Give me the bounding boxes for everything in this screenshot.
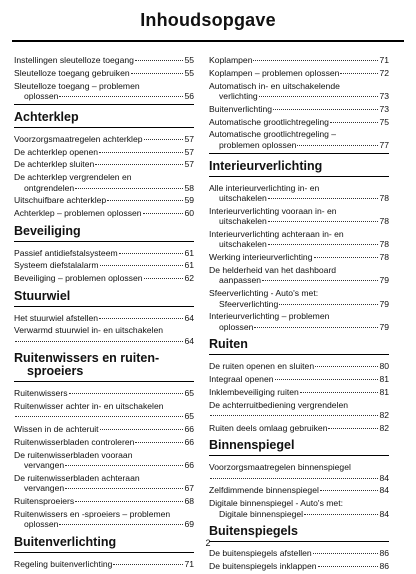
toc-entry-text: Interieurverlichting achteraan in- en <box>209 229 344 239</box>
toc-page-number: 57 <box>184 159 194 170</box>
toc-leader-dots <box>253 60 378 61</box>
toc-entry-text-continued: aanpassen <box>219 275 262 286</box>
toc-entry-text-continued: ontgrendelen <box>24 182 75 193</box>
section-title-text: Achterklep <box>14 109 79 124</box>
toc-entry-text-continued: uitschakelen <box>219 239 267 250</box>
section-title-text: Interieurverlichting <box>209 158 323 173</box>
toc-page-number: 86 <box>379 548 389 559</box>
toc-entry-line <box>14 313 194 323</box>
toc-leader-dots <box>210 478 378 479</box>
toc-entry-line-continued <box>14 483 194 493</box>
toc-page-number: 60 <box>184 208 194 219</box>
toc-page-number: 66 <box>184 424 194 435</box>
toc-entry[interactable] <box>14 437 194 447</box>
toc-entry-text: Wissen in de achteruit <box>14 424 99 435</box>
section-rule <box>209 455 389 456</box>
toc-page-number: 67 <box>184 483 194 494</box>
toc-entry-text: Het stuurwiel afstellen <box>14 312 99 323</box>
toc-entry-line-continued <box>209 140 389 150</box>
toc-entry[interactable] <box>209 68 389 78</box>
toc-leader-dots <box>100 265 184 266</box>
toc-entry-line <box>14 496 194 506</box>
toc-entry[interactable] <box>209 387 389 397</box>
toc-page-number: 82 <box>379 422 389 433</box>
toc-entry-text: Interieurverlichting vooraan in- en <box>209 205 337 216</box>
toc-entry-line <box>14 134 194 144</box>
toc-entry-text-continued: oplossen <box>24 519 59 530</box>
section-rule <box>14 552 194 553</box>
toc-entry-text: Voorzorgsmaatregelen binnenspiegel <box>209 462 351 473</box>
section-rule <box>209 354 389 355</box>
toc-leader-dots <box>144 278 184 279</box>
toc-entry-text: Beveiliging – problemen oplossen <box>14 273 143 284</box>
toc-entry-text: Buitenverlichting <box>209 103 273 114</box>
toc-entry[interactable] <box>209 548 389 558</box>
toc-entry-line <box>14 424 194 434</box>
toc-entry-text: Sleutelloze toegang – problemen <box>14 80 140 91</box>
toc-entry-text: De achterklep vergrendelen en <box>14 172 132 183</box>
toc-page-number: 65 <box>184 388 194 399</box>
toc-leader-dots <box>65 465 183 466</box>
toc-entry-text: De buitenspiegels afstellen <box>209 548 312 559</box>
toc-page-number: 79 <box>379 321 389 332</box>
toc-entry[interactable] <box>209 129 389 150</box>
toc-entry-line <box>209 229 389 239</box>
toc-entry-line-continued <box>209 322 389 332</box>
toc-entry-line <box>209 400 389 410</box>
toc-entry-text: De helderheid van het dashboard <box>209 265 337 275</box>
toc-page-number: 59 <box>184 195 194 206</box>
section-title-text: Binnenspiegel <box>209 438 295 453</box>
toc-entry-line-continued <box>14 183 194 193</box>
toc-entry-text: Regeling buitenverlichting <box>14 558 113 569</box>
toc-leader-dots <box>268 221 379 222</box>
toc-entry-text: Ruiten deels omlaag gebruiken <box>209 422 328 433</box>
toc-entry-line <box>209 361 389 371</box>
toc-page-number: 82 <box>379 410 389 421</box>
toc-entry-line <box>209 206 389 216</box>
toc-leader-dots <box>254 327 378 328</box>
toc-entry-line <box>209 104 389 114</box>
toc-page-number: 79 <box>379 298 389 309</box>
toc-entry-text: Achterklep – problemen oplossen <box>14 208 142 219</box>
toc-leader-dots <box>135 442 183 443</box>
toc-entry-line <box>14 55 194 65</box>
toc-entry-line-continued <box>209 509 389 519</box>
toc-leader-dots <box>340 73 378 74</box>
toc-entry-line <box>209 485 389 495</box>
toc-entry-text-continued: problemen oplossen <box>219 139 297 150</box>
toc-leader-dots <box>65 488 183 489</box>
toc-entry-text: Zelfdimmende binnenspiegel <box>209 485 319 496</box>
toc-page-number: 84 <box>379 508 389 519</box>
toc-page-number: 56 <box>184 91 194 101</box>
toc-entry-line-continued <box>14 460 194 470</box>
toc-leader-dots <box>315 366 378 367</box>
section-title-achterklep <box>14 111 194 124</box>
toc-leader-dots <box>318 566 379 567</box>
toc-entry[interactable] <box>209 462 389 483</box>
toc-entry[interactable] <box>14 388 194 398</box>
toc-entry-text-continued: uitschakelen <box>219 216 267 227</box>
toc-leader-dots <box>135 60 184 61</box>
toc-entry-text: Automatische grootlichtregeling <box>209 116 329 127</box>
toc-page-number: 75 <box>379 116 389 127</box>
toc-entry-text-continued: oplossen <box>24 91 59 101</box>
toc-entry[interactable] <box>209 265 389 286</box>
toc-page-number: 64 <box>184 335 194 346</box>
toc-entry[interactable] <box>14 208 194 218</box>
toc-leader-dots <box>100 429 184 430</box>
toc-entry-line-continued <box>209 275 389 285</box>
toc-entry[interactable] <box>209 561 389 571</box>
toc-entry[interactable] <box>209 229 389 250</box>
toc-entry-line-continued <box>209 473 389 483</box>
toc-leader-dots <box>300 392 379 393</box>
toc-entry[interactable] <box>14 260 194 270</box>
toc-page-number: 57 <box>184 133 194 144</box>
toc-entry[interactable] <box>209 252 389 262</box>
toc-entry-text: De ruiten openen en sluiten <box>209 361 315 372</box>
section-rule <box>14 104 194 105</box>
toc-entry-text: De achterruitbediening vergrendelen <box>209 399 349 410</box>
toc-page-number: 64 <box>184 312 194 323</box>
toc-entry-line <box>14 172 194 182</box>
toc-leader-dots <box>107 200 183 201</box>
toc-entry[interactable] <box>14 248 194 258</box>
toc-entry-line <box>14 195 194 205</box>
toc-leader-dots <box>119 253 184 254</box>
toc-entry-line-continued <box>209 410 389 420</box>
section-title-text: Ruiten <box>209 337 248 352</box>
toc-entry-text: Ruitenwissers <box>14 388 68 399</box>
toc-page-number: 78 <box>379 252 389 263</box>
toc-page-number: 69 <box>184 519 194 530</box>
toc-page-number: 81 <box>379 374 389 385</box>
toc-entry-line <box>14 159 194 169</box>
toc-leader-dots <box>313 553 379 554</box>
toc-entry-line-continued <box>209 216 389 226</box>
toc-page-number: 68 <box>184 496 194 507</box>
toc-entry-line <box>209 374 389 384</box>
toc-leader-dots <box>15 416 183 417</box>
toc-page-number: 55 <box>184 55 194 65</box>
toc-leader-dots <box>268 198 379 199</box>
toc-entry-text: Systeem diefstalalarm <box>14 260 99 271</box>
toc-entry-text: Instellingen sleutelloze toegang <box>14 55 134 65</box>
toc-entry-line-continued <box>14 336 194 346</box>
toc-entry-text-continued: Digitale binnenspiegel <box>219 508 304 519</box>
toc-entry-line <box>209 387 389 397</box>
toc-entry-text: Ruitenwissers en -sproeiers – problemen <box>14 509 171 519</box>
toc-entry-line <box>14 388 194 398</box>
toc-entry-text-continued: verlichting <box>219 91 258 101</box>
section-title-text: Buitenspiegels <box>209 524 298 539</box>
toc-page-number: 79 <box>379 275 389 286</box>
toc-entry[interactable] <box>209 361 389 371</box>
toc-page-number: 57 <box>184 146 194 157</box>
toc-page-number: 78 <box>379 193 389 203</box>
toc-leader-dots <box>75 501 183 502</box>
toc-leader-dots <box>75 188 183 189</box>
toc-entry-line <box>14 325 194 335</box>
toc-leader-dots <box>69 393 184 394</box>
toc-entry[interactable] <box>209 117 389 127</box>
toc-entry-line <box>14 208 194 218</box>
toc-entry-line <box>14 260 194 270</box>
toc-entry-text: Automatisch in- en uitschakelende <box>209 80 340 91</box>
toc-entry-line <box>209 117 389 127</box>
toc-entry-text: De buitenspiegels inklappen <box>209 560 317 571</box>
toc-entry-line <box>209 423 389 433</box>
toc-entry-text: Automatische grootlichtregeling – <box>209 129 337 140</box>
toc-entry-line-continued <box>14 519 194 529</box>
toc-entry-line-continued <box>209 239 389 249</box>
toc-leader-dots <box>328 428 378 429</box>
page-number: 2 <box>205 538 211 548</box>
toc-page-number: 84 <box>379 485 389 496</box>
toc-entry-text: Koplampen <box>209 55 253 65</box>
toc-entry-text: Integraal openen <box>209 374 274 385</box>
toc-entry[interactable] <box>14 159 194 169</box>
toc-entry[interactable] <box>14 172 194 193</box>
toc-leader-dots <box>304 514 378 515</box>
toc-entry[interactable] <box>14 473 194 494</box>
toc-leader-dots <box>144 139 184 140</box>
page-title: Inhoudsopgave <box>140 9 276 30</box>
toc-entry[interactable] <box>14 134 194 144</box>
toc-page-number: 66 <box>184 460 194 471</box>
toc-entry-line <box>209 129 389 139</box>
section-title-text: Buitenverlichting <box>14 534 117 549</box>
toc-entry-line <box>209 183 389 193</box>
toc-entry-line <box>209 68 389 78</box>
toc-entry[interactable] <box>14 450 194 471</box>
toc-entry[interactable] <box>209 206 389 227</box>
toc-leader-dots <box>59 524 183 525</box>
toc-entry-text: De ruitenwisserbladen vooraan <box>14 449 133 460</box>
toc-leader-dots <box>330 122 379 123</box>
toc-entry-text: De achterklep openen <box>14 146 99 157</box>
toc-entry-line <box>14 401 194 411</box>
toc-page-number: 58 <box>184 182 194 193</box>
section-rule <box>209 176 389 177</box>
toc-entry-text: Digitale binnenspiegel - Auto's met: <box>209 498 343 509</box>
toc-entry[interactable] <box>14 81 194 102</box>
toc-page-number: 73 <box>379 91 389 101</box>
toc-entry-line-continued <box>209 299 389 309</box>
toc-entry-line <box>14 81 194 91</box>
toc-entry-line <box>209 462 389 472</box>
toc-page-number: 55 <box>184 67 194 78</box>
toc-entry[interactable] <box>209 498 389 519</box>
toc-leader-dots <box>143 213 184 214</box>
toc-leader-dots <box>268 244 379 245</box>
section-rule <box>14 381 194 382</box>
toc-entry-line <box>209 55 389 65</box>
toc-leader-dots <box>210 415 378 416</box>
toc-entry-text-continued: vervangen <box>24 460 65 471</box>
section-title-interieurverlichting <box>209 160 389 173</box>
toc-page-number: 78 <box>379 216 389 227</box>
toc-page-number: 73 <box>379 103 389 114</box>
toc-entry-line-continued <box>14 411 194 421</box>
section-title-buitenspiegels <box>209 525 389 538</box>
toc-entry[interactable] <box>209 400 389 421</box>
toc-page-number: 62 <box>184 273 194 284</box>
toc-entry-line <box>209 498 389 508</box>
toc-entry-text: Ruitenwisserbladen controleren <box>14 437 135 447</box>
toc-entry-line <box>14 248 194 258</box>
toc-entry[interactable] <box>14 195 194 205</box>
section-title-text: Ruitenwissers en ruiten- <box>14 351 160 366</box>
toc-entry-text: Sleutelloze toegang gebruiken <box>14 67 130 78</box>
toc-leader-dots <box>320 490 379 491</box>
toc-leader-dots <box>259 96 379 97</box>
section-rule <box>209 153 389 154</box>
toc-entry-text: Sfeerverlichting - Auto's met: <box>209 288 319 299</box>
toc-leader-dots <box>99 152 183 153</box>
toc-entry-text: Passief antidiefstalsysteem <box>14 247 118 258</box>
section-rule <box>14 306 194 307</box>
toc-leader-dots <box>99 318 183 319</box>
toc-entry[interactable] <box>209 104 389 114</box>
section-title-text: Stuurwiel <box>14 288 71 303</box>
toc-entry-text: Ruitenwisser achter in- en uitschakelen <box>14 401 164 411</box>
toc-entry-text: Alle interieurverlichting in- en <box>209 182 320 193</box>
toc-entry-line <box>14 437 194 447</box>
toc-entry-text: Interieurverlichting – problemen <box>209 311 330 322</box>
toc-entry-line <box>14 68 194 78</box>
page-header <box>0 0 416 40</box>
toc-leader-dots <box>262 280 378 281</box>
section-title-beveiliging <box>14 225 194 238</box>
section-title-stuurwiel <box>14 290 194 303</box>
toc-page-number: 84 <box>379 472 389 483</box>
toc-entry-text: Uitschuifbare achterklep <box>14 195 107 206</box>
toc-leader-dots <box>273 109 378 110</box>
toc-entry-line <box>14 509 194 519</box>
section-title-ruitenwissers-en-ruiten <box>14 352 194 378</box>
toc-page-number: 72 <box>379 67 389 78</box>
toc-leader-dots <box>314 257 379 258</box>
toc-entry-line <box>209 81 389 91</box>
toc-entry[interactable] <box>14 147 194 157</box>
toc-entry-line <box>14 147 194 157</box>
toc-entry-line-continued <box>209 193 389 203</box>
toc-entry[interactable] <box>209 374 389 384</box>
toc-entry[interactable] <box>209 183 389 204</box>
toc-leader-dots <box>279 304 378 305</box>
toc-entry-line <box>209 288 389 298</box>
toc-entry-text: De ruitenwisserbladen achteraan <box>14 473 140 483</box>
toc-entry-text: Koplampen – problemen oplossen <box>209 67 340 78</box>
header-rule <box>12 40 404 42</box>
section-title-text: Beveiliging <box>14 223 81 238</box>
toc-leader-dots <box>131 73 184 74</box>
section-rule <box>14 241 194 242</box>
section-title-text-continued: sproeiers <box>27 364 84 379</box>
toc-entry-line-continued <box>14 91 194 101</box>
toc-leader-dots <box>113 564 183 565</box>
toc-entry[interactable] <box>209 288 389 309</box>
toc-page-number: 86 <box>379 560 389 571</box>
toc-entry-text: Ruitensproeiers <box>14 496 75 507</box>
toc-entry-line <box>14 273 194 283</box>
toc-entry[interactable] <box>14 313 194 323</box>
toc-entry[interactable] <box>14 559 194 569</box>
toc-entry[interactable] <box>209 423 389 433</box>
left-column <box>14 55 194 572</box>
toc-leader-dots <box>59 96 183 97</box>
toc-entry-text: Voorzorgsmaatregelen achterklep <box>14 133 143 144</box>
toc-leader-dots <box>95 164 183 165</box>
toc-page-number: 78 <box>379 239 389 250</box>
toc-page-number: 66 <box>184 437 194 447</box>
toc-leader-dots <box>275 379 379 380</box>
toc-entry-line <box>209 252 389 262</box>
toc-entry[interactable] <box>14 273 194 283</box>
toc-entry-text: Inklembeveiliging ruiten <box>209 386 299 397</box>
toc-leader-dots <box>297 145 378 146</box>
toc-page-number: 77 <box>379 139 389 150</box>
toc-entry-line <box>209 561 389 571</box>
toc-leader-dots <box>15 341 183 342</box>
toc-entry[interactable] <box>14 55 194 65</box>
toc-entry-line <box>14 559 194 569</box>
toc-entry-text-continued: oplossen <box>219 321 254 332</box>
toc-page-number: 61 <box>184 247 194 258</box>
toc-entry-line <box>209 265 389 275</box>
toc-entry-line <box>209 311 389 321</box>
toc-entry-text: De achterklep sluiten <box>14 159 95 170</box>
right-column <box>209 55 389 574</box>
toc-entry[interactable] <box>14 325 194 346</box>
toc-entry-text-continued: Sfeerverlichting <box>219 298 279 309</box>
toc-entry-line-continued <box>209 91 389 101</box>
toc-entry[interactable] <box>209 311 389 332</box>
toc-entry[interactable] <box>14 68 194 78</box>
toc-page-number: 65 <box>184 411 194 422</box>
toc-entry-text-continued: uitschakelen <box>219 193 267 203</box>
section-title-ruiten <box>209 338 389 351</box>
toc-entry[interactable] <box>14 424 194 434</box>
section-title-binnenspiegel <box>209 439 389 452</box>
toc-entry[interactable] <box>209 55 389 65</box>
section-rule <box>14 127 194 128</box>
toc-page-number: 80 <box>379 361 389 372</box>
toc-entry-text-continued: vervangen <box>24 483 65 494</box>
toc-entry-line <box>209 548 389 558</box>
toc-page-number: 81 <box>379 386 389 397</box>
toc-entry-text: Werking interieurverlichting <box>209 252 313 263</box>
toc-page-number: 71 <box>184 558 194 569</box>
toc-entry[interactable] <box>209 81 389 102</box>
toc-entry[interactable] <box>14 496 194 506</box>
toc-entry[interactable] <box>14 509 194 530</box>
toc-page-number: 71 <box>379 55 389 65</box>
toc-entry-line <box>14 450 194 460</box>
toc-entry-text: Verwarmd stuurwiel in- en uitschakelen <box>14 325 164 336</box>
toc-entry-line <box>14 473 194 483</box>
toc-entry[interactable] <box>14 401 194 422</box>
toc-page-number: 61 <box>184 260 194 271</box>
toc-entry[interactable] <box>209 485 389 495</box>
